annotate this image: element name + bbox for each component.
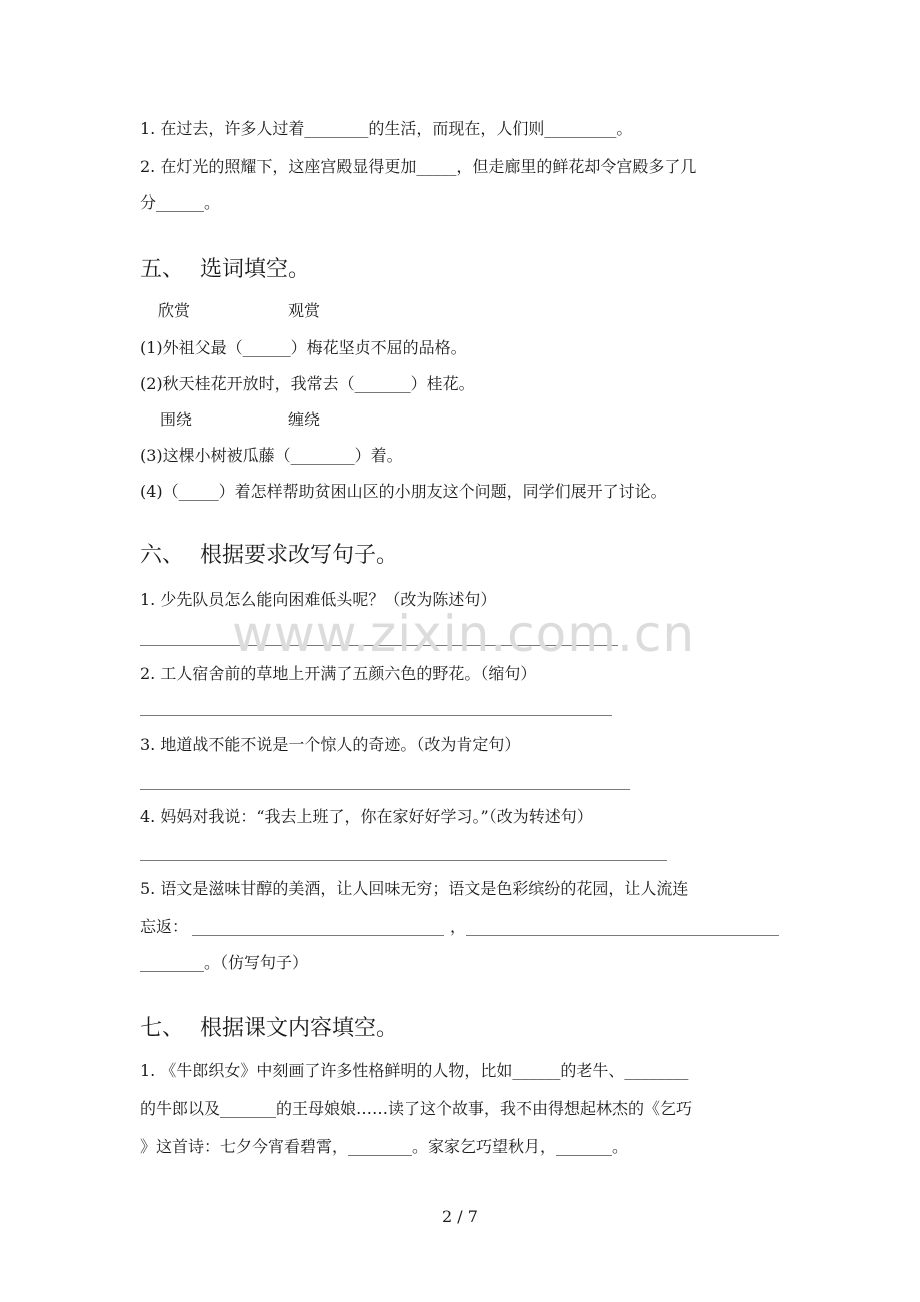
word-option: 欣赏: [158, 301, 191, 320]
word-option: 观赏: [288, 301, 321, 320]
section-7-heading: [140, 1015, 398, 1043]
question-6-4: 4. 妈妈对我说：“我去上班了，你在家好好学习。”（改为转述句）: [140, 807, 593, 826]
section-5-heading: [140, 256, 310, 284]
section-5-number: 五、: [140, 257, 185, 282]
question-4-2-line1: 2. 在灯光的照耀下，这座宫殿显得更加_____，但走廊里的鲜花却令宫殿多了几: [140, 157, 697, 176]
section-6-title: 根据要求改写句子。: [200, 543, 399, 568]
question-7-1-line2: 的牛郎以及_______的王母娘娘……读了这个故事，我不由得想起林杰的《乞巧: [140, 1099, 693, 1118]
answer-line: [192, 935, 444, 936]
question-6-5-line3: ________。（仿写句子）: [140, 953, 309, 972]
question-5-2: (2)秋天桂花开放时，我常去（_______）桂花。: [140, 374, 475, 393]
question-5-4: (4)（_____）着怎样帮助贫困山区的小朋友这个问题，同学们展开了讨论。: [140, 482, 667, 501]
page-number: 2 / 7: [442, 1207, 478, 1226]
answer-line: [140, 715, 612, 716]
section-6-number: 六、: [140, 543, 185, 568]
answer-line: [466, 935, 779, 936]
section-7-title: 根据课文内容填空。: [200, 1016, 399, 1041]
question-4-2-line2: 分______。: [140, 193, 221, 212]
question-6-2: 2. 工人宿舍前的草地上开满了五颜六色的野花。（缩句）: [140, 664, 537, 683]
question-7-1-line3: 》这首诗：七夕今宵看碧霄，________。家家乞巧望秋月，_______。: [140, 1137, 629, 1156]
question-6-3: 3. 地道战不能不说是一个惊人的奇迹。（改为肯定句）: [140, 735, 521, 754]
answer-line: [140, 860, 667, 861]
question-6-5-line1: 5. 语文是滋味甘醇的美酒，让人回味无穷；语文是色彩缤纷的花园，让人流连: [140, 879, 689, 898]
question-5-3: (3)这棵小树被瓜藤（________）着。: [140, 446, 403, 465]
section-6-heading: [140, 542, 398, 570]
watermark: www.zixin.com.cn: [232, 605, 696, 663]
question-6-1: 1. 少先队员怎么能向困难低头呢？（改为陈述句）: [140, 590, 497, 609]
section-5-title: 选词填空。: [200, 257, 311, 282]
question-6-5-comma: ，: [450, 917, 467, 936]
question-4-1: 1. 在过去，许多人过着________的生活，而现在，人们则_________。: [140, 119, 633, 138]
section-7-number: 七、: [140, 1016, 185, 1041]
word-option: 缠绕: [288, 410, 321, 429]
answer-line: [140, 789, 630, 790]
word-option: 围绕: [160, 410, 193, 429]
question-7-1-line1: 1. 《牛郎织女》中刻画了许多性格鲜明的人物，比如______的老牛、________: [140, 1061, 689, 1080]
question-5-1: (1)外祖父最（______）梅花坚贞不屈的品格。: [140, 338, 467, 357]
question-6-5-line2-start: 忘返：: [140, 917, 189, 936]
